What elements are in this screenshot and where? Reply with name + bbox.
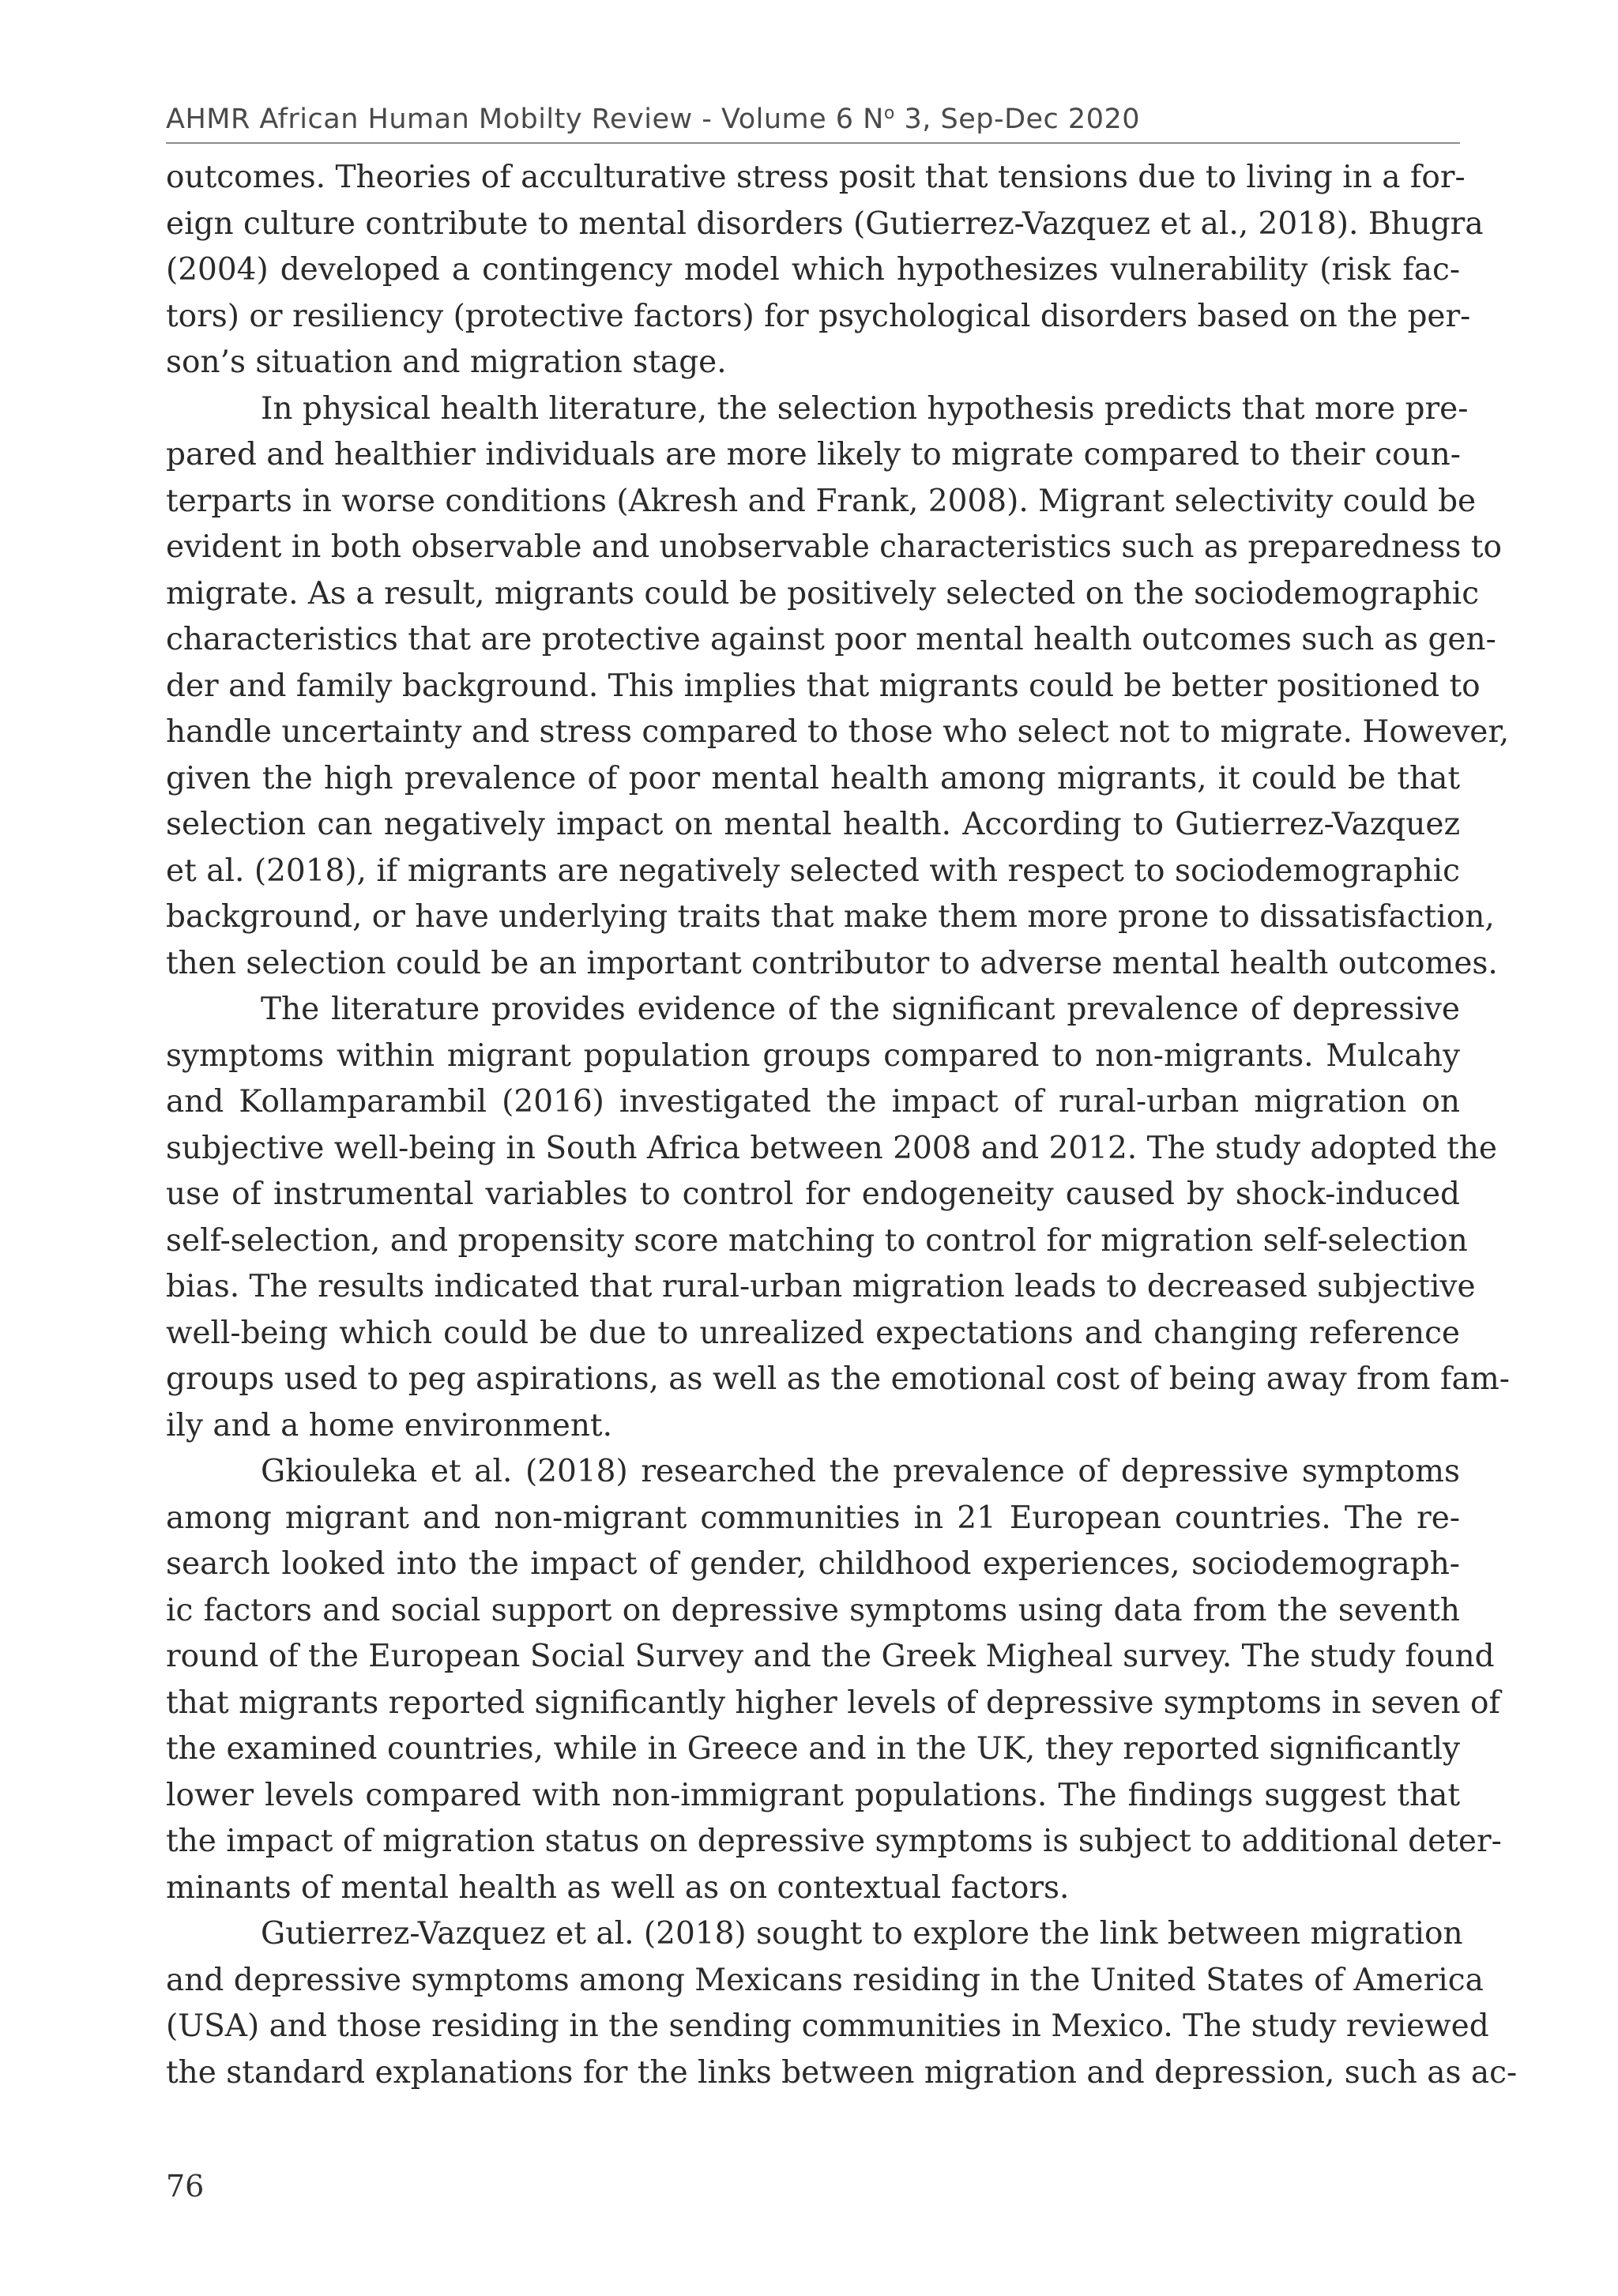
text-line: evident in both observable and unobservable characteristics such as preparedness to: [166, 529, 1502, 565]
text-line: Gkiouleka et al. (2018) researched the prevalence of depressive symptoms: [261, 1454, 1460, 1489]
text-line: son’s situation and migration stage.: [166, 344, 727, 380]
text-line: selection can negatively impact on mental health. According to Gutierrez-Vazquez: [166, 807, 1460, 842]
text-line: characteristics that are protective against poor mental health outcomes such as gen-: [166, 622, 1496, 657]
text-line: migrate. As a result, migrants could be positively selected on the sociodemographic: [166, 575, 1480, 612]
paragraph: [166, 1449, 1502, 1911]
text-line: subjective well-being in South Africa between 2008 and 2012. The study adopted the: [166, 1130, 1498, 1166]
text-line: (USA) and those residing in the sending communities in Mexico. The study reviewed: [166, 2008, 1489, 2044]
article-body: [166, 155, 1518, 2096]
number-superscript: o: [883, 104, 895, 123]
text-line: (2004) developed a contingency model which hypothesizes vulnerability (risk fac-: [166, 252, 1460, 288]
text-line: et al. (2018), if migrants are negatively selected with respect to sociodemographic: [166, 853, 1460, 889]
paragraph: [166, 386, 1510, 988]
text-line: that migrants reported significantly higher levels of depressive symptoms in seven of: [166, 1684, 1500, 1721]
text-line: given the high prevalence of poor mental health among migrants, it could be that: [166, 760, 1460, 796]
text-line: then selection could be an important contributor to adverse mental health outcomes.: [166, 945, 1498, 981]
text-line: In physical health literature, the selection hypothesis predicts that more pre-: [261, 390, 1469, 427]
text-line: The literature provides evidence of the significant prevalence of depressive: [261, 992, 1460, 1027]
text-line: ic factors and social support on depressive symptoms using data from the seventh: [166, 1592, 1460, 1628]
text-line: eign culture contribute to mental disorders (Gutierrez-Vazquez et al., 2018). Bhugra: [166, 205, 1484, 242]
issue-info: 3, Sep-Dec 2020: [894, 104, 1140, 135]
running-header: [166, 100, 1460, 144]
text-line: lower levels compared with non-immigrant populations. The findings suggest that: [166, 1777, 1460, 1813]
text-line: outcomes. Theories of acculturative stress posit that tensions due to living in a for-: [166, 160, 1466, 195]
text-line: groups used to peg aspirations, as well as the emotional cost of being away from fam-: [166, 1361, 1510, 1397]
text-line: bias. The results indicated that rural-urban migration leads to decreased subjective: [166, 1269, 1476, 1304]
text-line: pared and healthier individuals are more likely to migrate compared to their coun-: [166, 437, 1461, 472]
text-line: use of instrumental variables to control for endogeneity caused by shock-induced: [166, 1176, 1460, 1212]
text-line: Gutierrez-Vazquez et al. (2018) sought to explore the link between migration: [261, 1916, 1463, 1952]
text-line: minants of mental health as well as on contextual factors.: [166, 1869, 1070, 1906]
text-line: handle uncertainty and stress compared to those who select not to migrate. However,: [166, 714, 1510, 750]
text-line: well-being which could be due to unrealized expectations and changing reference: [166, 1315, 1460, 1351]
text-line: among migrant and non-migrant communities in 21 European countries. The re-: [166, 1500, 1460, 1536]
page-number: 76: [166, 2169, 205, 2204]
text-line: terparts in worse conditions (Akresh and Frank, 2008). Migrant selectivity could be: [166, 483, 1477, 519]
text-line: the examined countries, while in Greece and in the UK, they reported significantly: [166, 1731, 1460, 1767]
text-line: search looked into the impact of gender, childhood experiences, sociodemograph-: [166, 1546, 1460, 1582]
paragraph: [166, 987, 1510, 1449]
text-line: background, or have underlying traits that make them more prone to dissatisfaction,: [166, 899, 1495, 935]
journal-title: AHMR African Human Mobilty Review - Volume 6 N: [166, 104, 884, 135]
text-line: and depressive symptoms among Mexicans residing in the United States of America: [166, 1962, 1484, 1998]
paragraph: [166, 155, 1484, 386]
text-line: self-selection, and propensity score matching to control for migration self-selection: [166, 1222, 1468, 1259]
text-line: der and family background. This implies that migrants could be better positioned to: [166, 668, 1481, 704]
text-line: the standard explanations for the links between migration and depression, such as ac-: [166, 2054, 1518, 2091]
text-line: symptoms within migrant population groups compared to non-migrants. Mulcahy: [166, 1037, 1460, 1074]
text-line: tors) or resiliency (protective factors) for psychological disorders based on the per-: [166, 298, 1471, 334]
text-line: the impact of migration status on depressive symptoms is subject to additional deter-: [166, 1824, 1502, 1859]
text-line: ily and a home environment.: [166, 1407, 613, 1443]
text-line: and Kollamparambil (2016) investigated the impact of rural-urban migration on: [166, 1084, 1460, 1120]
paragraph: [166, 1911, 1518, 2096]
text-line: round of the European Social Survey and the Greek Migheal survey. The study found: [166, 1639, 1495, 1674]
